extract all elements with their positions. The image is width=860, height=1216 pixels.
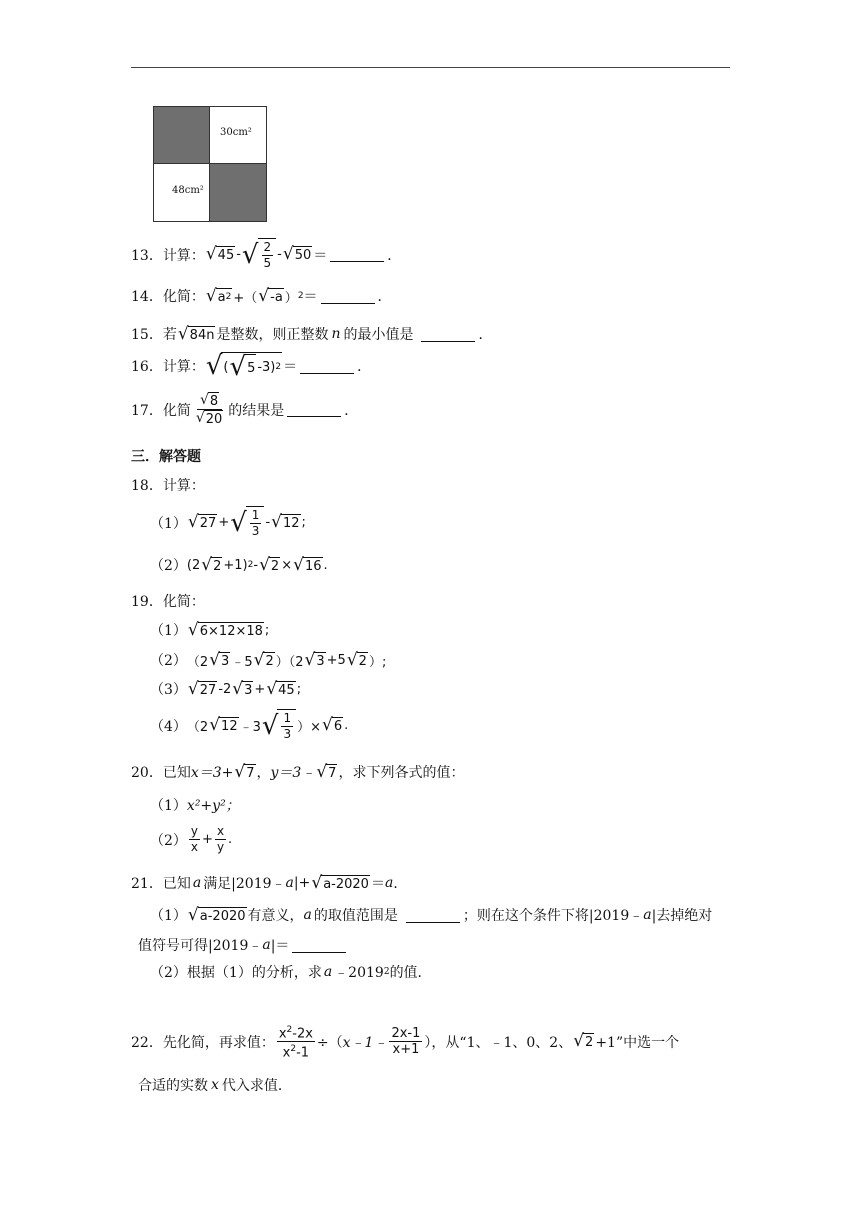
question-19-part-2: （2） （2 √ 3 ﹣5 √ 2 ）（2 √ 3 +5 √ 2 ）;	[150, 649, 387, 670]
question-16: 16． 计算： √ ( √ 5 -3) 2 ＝ ．	[131, 351, 372, 382]
question-18: 18． 计算：	[131, 478, 205, 494]
answer-blank[interactable]	[292, 938, 346, 953]
area-label-30: 30cm²	[220, 127, 252, 138]
question-14: 14． 化简： √ a 2 +（ √ -a ） 2 ＝ ．	[131, 285, 392, 306]
question-20-part-2: （2） $\frac{y}{x}$ + $\frac{x}{y}$ .	[150, 824, 233, 854]
area-label-48: 48cm²	[172, 185, 204, 196]
answer-blank[interactable]	[330, 247, 384, 262]
question-18-part-2: （2） (2 √ 2 +1) 2 - √ 2 × √ 16 .	[150, 554, 328, 575]
question-20: 20． 已知 x＝3+ √ 7 ， y＝3﹣ √ 7 ，求下列各式的值：	[131, 761, 465, 782]
square-figure	[153, 106, 267, 222]
answer-blank[interactable]	[421, 327, 475, 342]
question-18-part-1: （1） √ 27 + √ $\frac{1}{3}$ - √ 12 ;	[150, 507, 306, 538]
question-19-part-3: （3） √ 27 -2 √ 3 + √ 45 ;	[150, 678, 302, 699]
answer-blank[interactable]	[321, 289, 375, 304]
question-20-part-1: （1） x²+y²；	[150, 798, 240, 814]
answer-blank[interactable]	[406, 908, 460, 923]
question-19-part-1: （1） √ 6×12×18 ;	[150, 619, 270, 640]
shaded-square	[154, 107, 210, 164]
answer-blank[interactable]	[287, 402, 341, 417]
question-17: 17． 化简 √ 8 √ 20 的结果是 ．	[131, 392, 359, 427]
question-15: 15． 若 √ 84n 是整数，则正整数 n 的最小值是 ．	[131, 323, 493, 344]
section-heading: 三．解答题	[131, 449, 201, 465]
answer-blank[interactable]	[300, 359, 354, 374]
question-21-part-2: （2）根据（1）的分析，求 a ﹣2019 2 的值．	[150, 964, 432, 981]
question-21-part-1: （1） √ a-2020 有意义， a 的取值范围是 ；则在这个条件下将|2019﹣ a |去掉绝对	[150, 904, 713, 925]
question-21: 21． 已知 a 满足|2019﹣ a |+ √ a-2020 ＝ a ．	[131, 872, 408, 893]
question-19: 19． 化简：	[131, 594, 205, 610]
question-13: 13． 计算： √ 45 - √ $\frac{2}{5}$ - √ 50 ＝ ．	[131, 239, 402, 270]
question-22-continued: 合适的实数 x 代入求值．	[138, 1077, 292, 1094]
question-19-part-4: （4） （2 √ 12 ﹣3 √ $\frac{1}{3}$ ）× √ 6 .	[150, 710, 349, 741]
question-21-part-1-continued: 值符号可得|2019﹣ a |＝	[138, 935, 349, 955]
question-22: 22． 先化简，再求值： $\frac{x^2-2x}{x^2-1}$ ÷（ x﹣1﹣ $\frac{2x-1}{x+1}$ ），从“1、﹣1、0、2、 √ 2 +1”中选一个	[131, 1025, 680, 1061]
header-rule	[131, 67, 730, 68]
shaded-square	[210, 164, 266, 221]
